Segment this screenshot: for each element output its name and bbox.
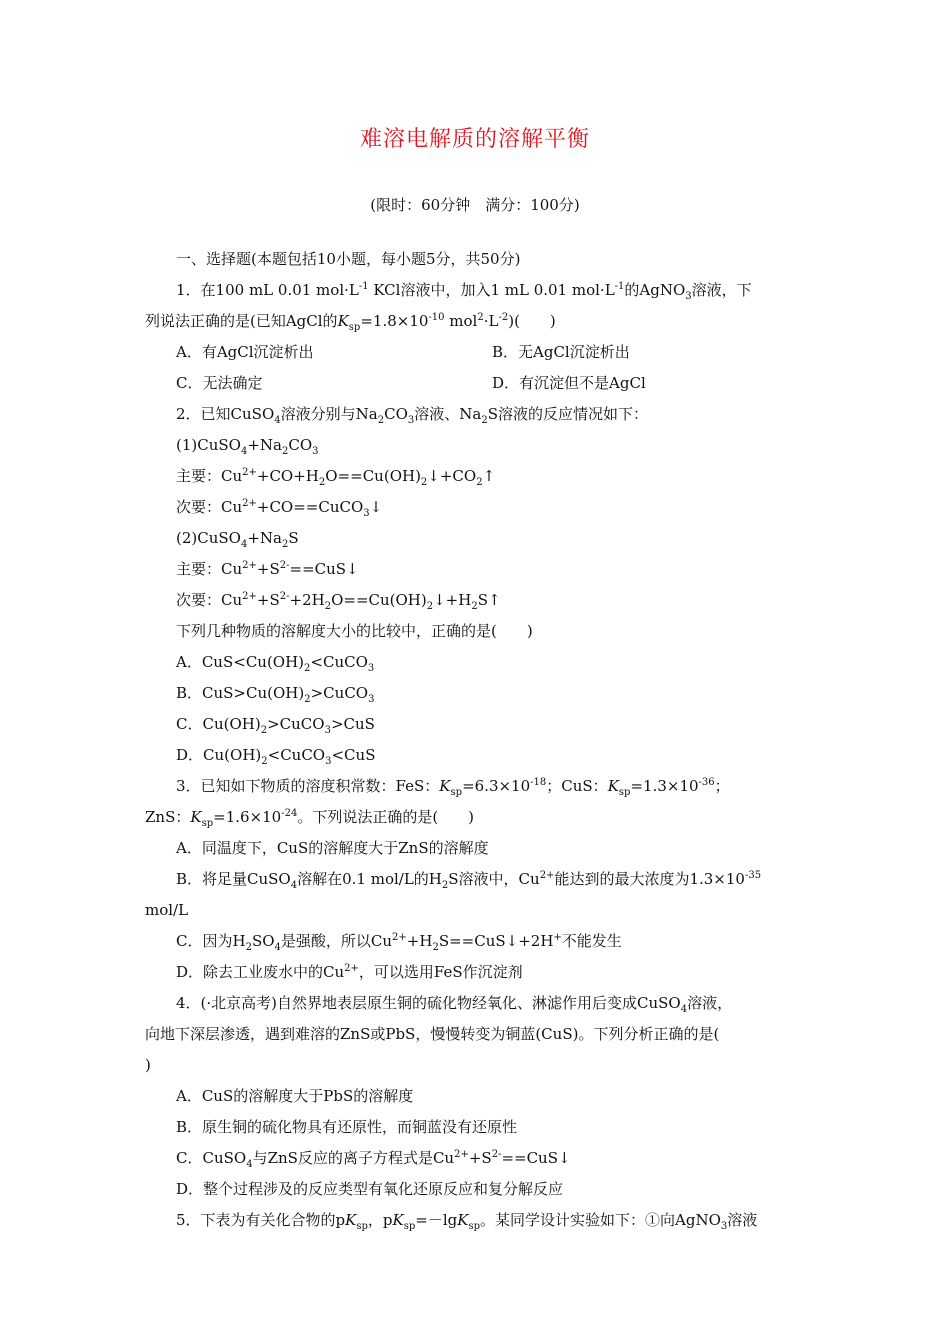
document-body <box>145 244 810 1236</box>
question-4-option-c: C．CuSO$_4$与ZnS反应的离子方程式是$Cu^{2+}+S^{2-}==CuS↓$ <box>176 1149 571 1170</box>
question-2-reaction-1-secondary: 次要：$Cu^{2+}+CO==CuCO_3↓$ <box>176 498 383 519</box>
question-2-reaction-1: $(1)CuSO_4+Na_2CO_3$ <box>176 436 319 457</box>
question-2-option-b: B．$CuS>Cu(OH)_2>CuCO_3$ <box>176 684 375 705</box>
question-2-reaction-2-main: 主要：$Cu^{2+}+S^{2-}==CuS↓$ <box>176 560 359 578</box>
question-2-reaction-2-secondary: 次要：$Cu^{2+}+S^{2-}+2H_2O==Cu(OH)_2↓+H_2S↑$ <box>176 591 501 612</box>
question-2-option-c: C．$Cu(OH)_2>CuCO_3>CuS$ <box>176 715 375 736</box>
question-4-option-a: A．CuS的溶解度大于PbS的溶解度 <box>176 1087 414 1105</box>
question-4-stem-line-1: 4．(·北京高考)自然界地表层原生铜的硫化物经氧化、淋滤作用后变成CuSO$_4$溶液， <box>176 994 733 1015</box>
question-2-option-a: A．$CuS<Cu(OH)_2<CuCO_3$ <box>176 653 375 674</box>
document-title: 难溶电解质的溶解平衡 <box>359 127 590 152</box>
question-4-stem-line-2: 向地下深层渗透，遇到难溶的ZnS或PbS，慢慢转变为铜蓝(CuS)。下列分析正确的是( <box>145 1025 720 1043</box>
question-3-option-c: C．因为$H_2SO_4$是强酸，所以$Cu^{2+}+H_2S==CuS↓+2H^+$不能发生 <box>176 932 622 953</box>
question-1-stem-line-2: 列说法正确的是(已知AgCl的$K_{sp}=1.8\times 10^{-10}$ $mol^2\cdot L^{-2}$)( ) <box>145 312 556 333</box>
question-1-option-b: B．无AgCl沉淀析出 <box>492 343 630 361</box>
question-2-option-d: D．$Cu(OH)_2<CuCO_3<CuS$ <box>176 746 376 767</box>
question-3-option-d: D．除去工业废水中的$Cu^{2+}$，可以选用FeS作沉淀剂 <box>176 963 523 981</box>
question-2-reaction-2: $(2)CuSO_4+Na_2S$ <box>176 529 299 550</box>
question-3-option-b: B．将足量CuSO$_4$溶解在0.1 mol/L的$H_2S$溶液中，$Cu^{2+}$能达到的最大浓度为$1.3\times 10^{-35}$ <box>176 870 762 891</box>
question-1-option-d: D．有沉淀但不是AgCl <box>492 374 646 392</box>
question-1-option-c: C．无法确定 <box>176 374 263 392</box>
question-3-option-a: A．同温度下，CuS的溶解度大于ZnS的溶解度 <box>176 839 489 857</box>
question-1-option-a: A．有AgCl沉淀析出 <box>176 343 314 361</box>
question-1-stem-line-1: 1．在100 mL 0.01 $mol\cdot L^{-1}$ KCl溶液中，加入1 mL 0.01 $mol\cdot L^{-1}$的AgNO$_3$溶液，下 <box>176 281 752 302</box>
question-1-options-cd <box>145 368 810 399</box>
question-3-option-b-cont: mol/L <box>145 901 189 919</box>
time-score-limit: (限时：60分钟 满分：100分) <box>370 196 580 214</box>
question-3-stem-line-2: ZnS：$K_{sp}=1.6\times 10^{-24}$。下列说法正确的是( ) <box>145 808 475 829</box>
section-heading: 一、选择题(本题包括10小题，每小题5分，共50分) <box>176 250 521 268</box>
question-2-stem: 2．已知CuSO$_4$溶液分别与$Na_2CO_3$溶液、$Na_2S$溶液的反应情况如下： <box>176 405 648 426</box>
question-4-option-b: B．原生铜的硫化物具有还原性，而铜蓝没有还原性 <box>176 1118 518 1136</box>
question-2-reaction-1-main: 主要：$Cu^{2+}+CO+H_2O==Cu(OH)_2↓+CO_2↑$ <box>176 467 496 488</box>
question-5-stem-line-1: 5．下表为有关化合物的$pK_{sp}$，$pK_{sp}=-\lg K_{sp}$。某同学设计实验如下：①向AgNO$_3$溶液 <box>176 1211 758 1232</box>
question-2-question: 下列几种物质的溶解度大小的比较中，正确的是( ) <box>176 622 533 640</box>
question-4-option-d: D．整个过程涉及的反应类型有氧化还原反应和复分解反应 <box>176 1180 564 1198</box>
question-4-stem-line-3: ) <box>145 1056 151 1074</box>
question-1-options-ab <box>145 337 810 368</box>
question-3-stem-line-1: 3．已知如下物质的溶度积常数：FeS：$K_{sp}=6.3\times 10^{-18}$；CuS：$K_{sp}=1.3\times 10^{-36}$； <box>176 777 730 798</box>
